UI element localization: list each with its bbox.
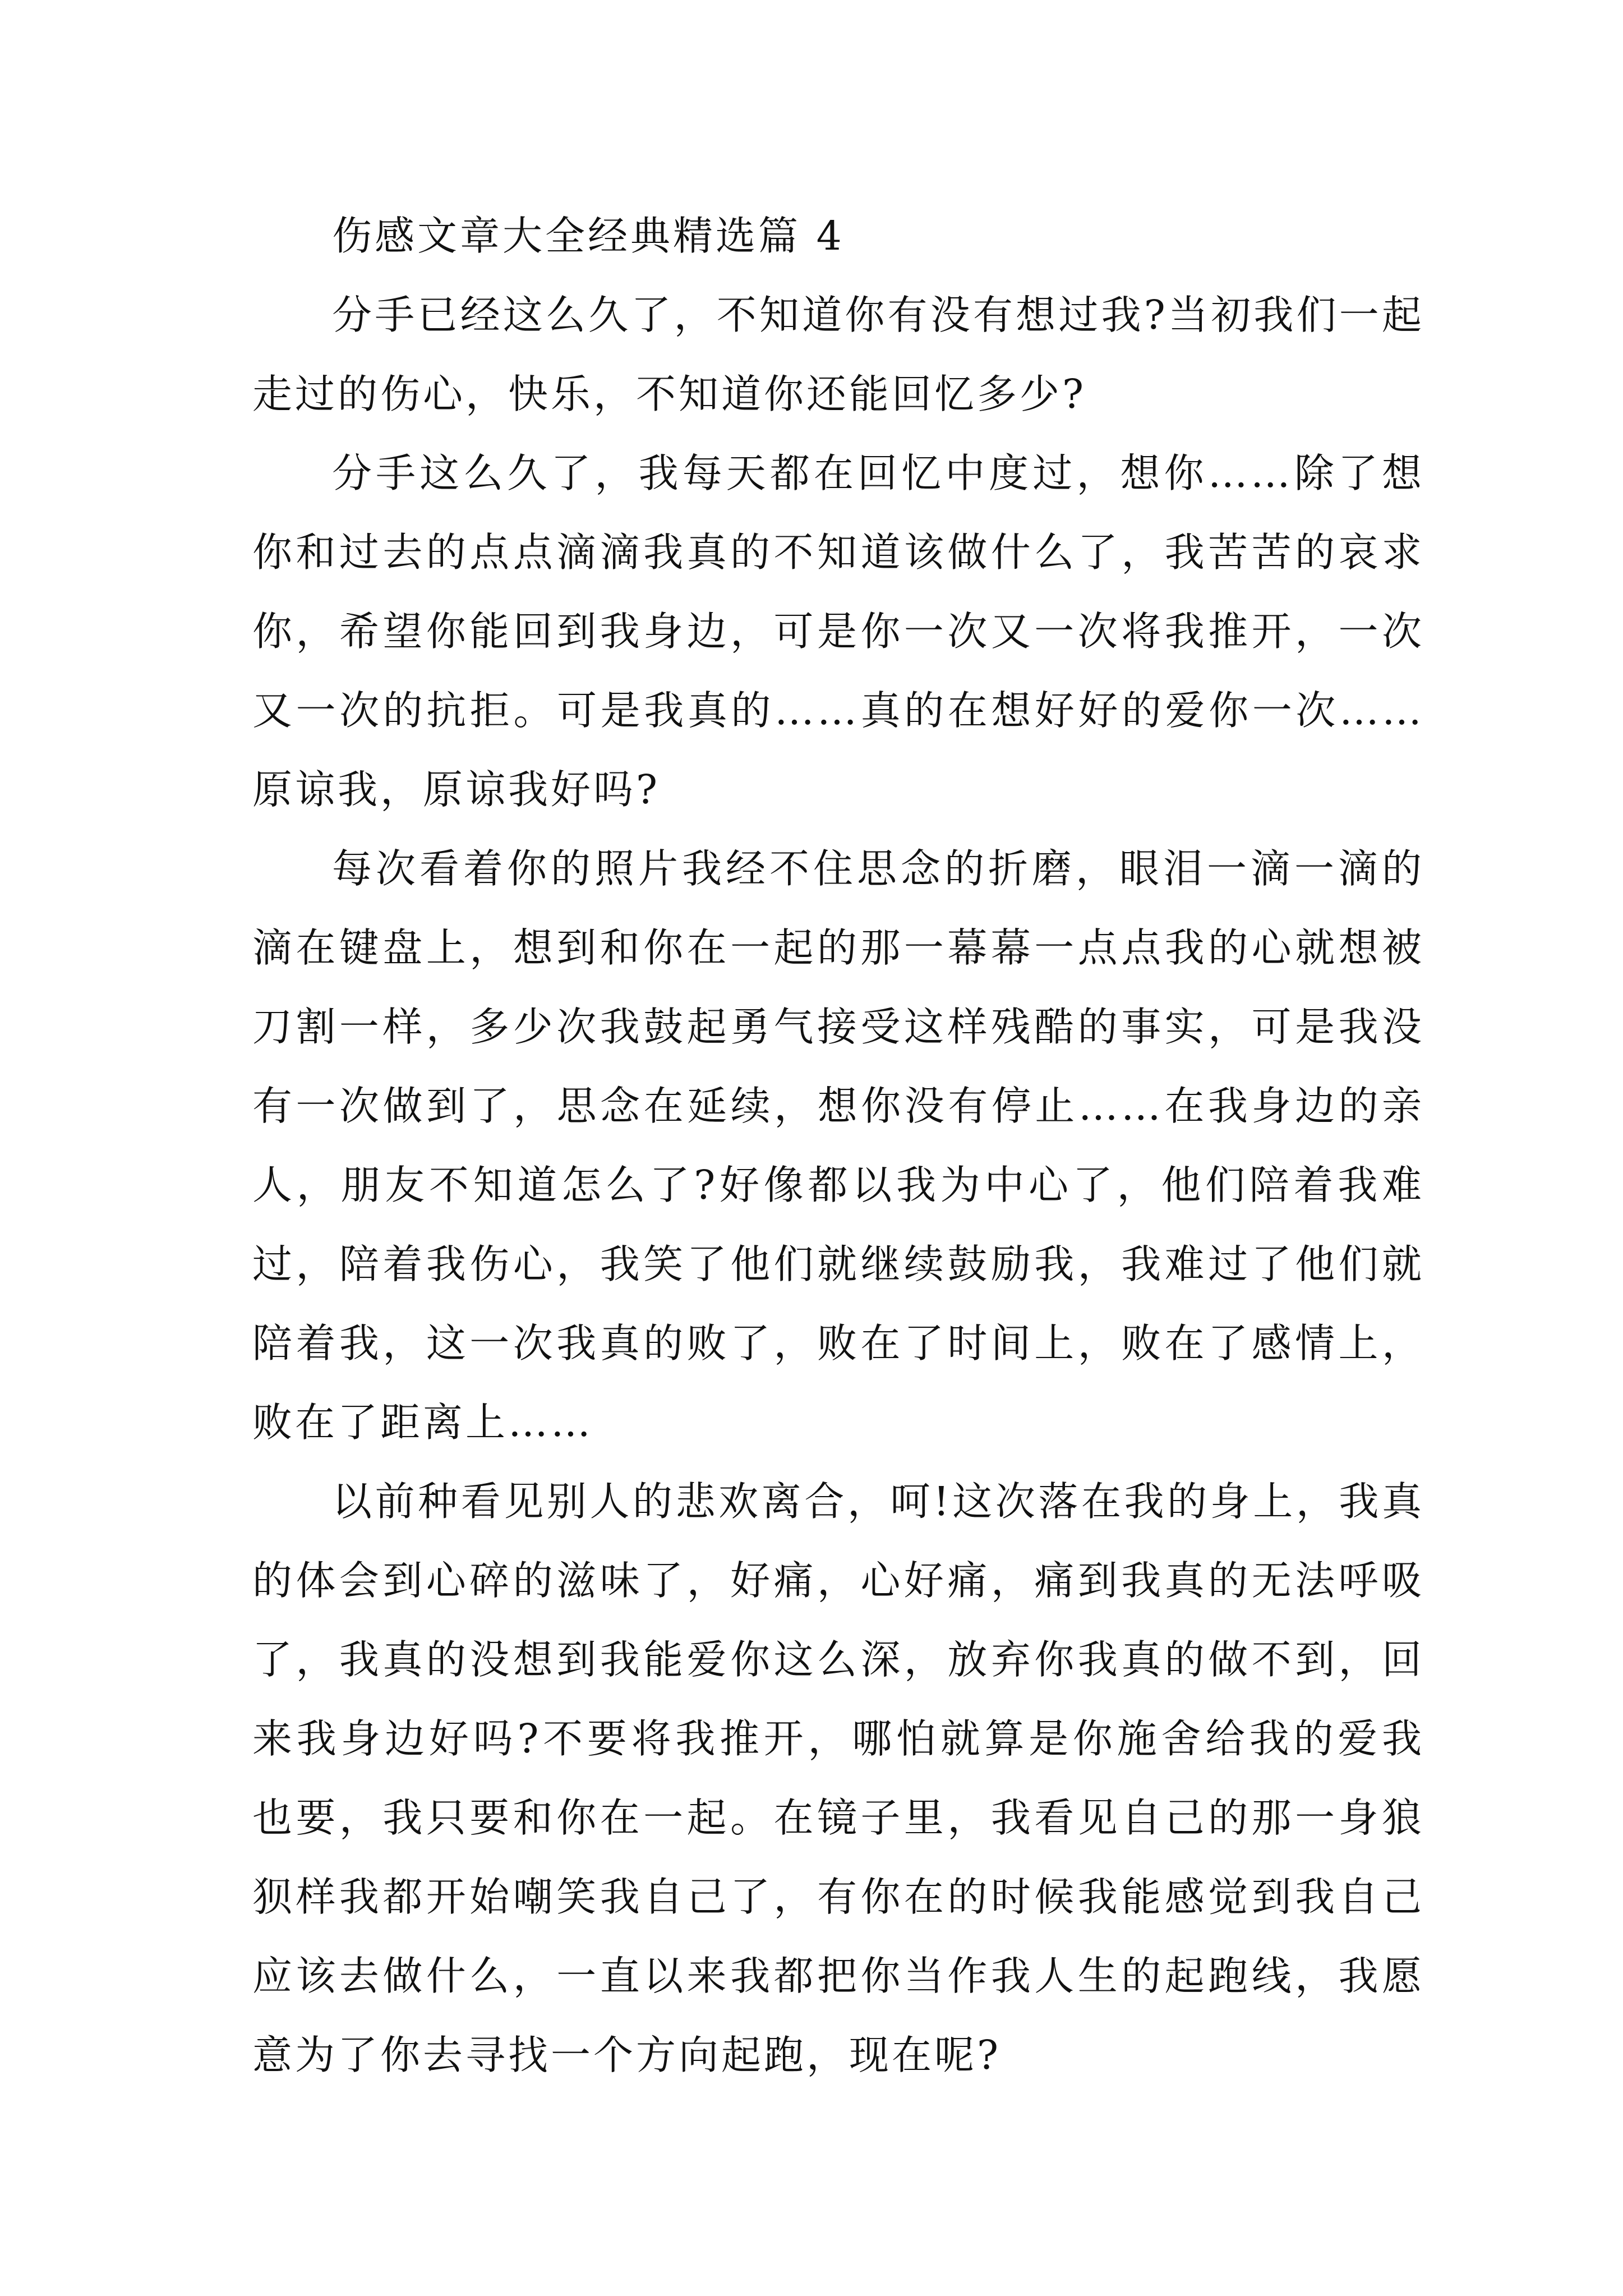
paragraph-2: 分手这么久了，我每天都在回忆中度过，想你……除了想你和过去的点点滴滴我真的不知道该做什么了，我苦苦的哀求你，希望你能回到我身边，可是你一次又一次将我推开，一次又一次的抗拒。可是我真的……真的在想好好的爱你一次……原谅我，原谅我好吗?: [252, 450, 1424, 813]
paragraph-1: 分手已经这么久了，不知道你有没有想过我?当初我们一起走过的伤心，快乐，不知道你还能回忆多少?: [252, 292, 1424, 417]
paragraph-4: 以前种看见别人的悲欢离合，呵!这次落在我的身上，我真的体会到心碎的滋味了，好痛，心好痛，痛到我真的无法呼吸了，我真的没想到我能爱你这么深，放弃你我真的做不到，回来我身边好吗?不要将我推开，哪怕就算是你施舍给我的爱我也要，我只要和你在一起。在镜子里，我看见自己的那一身狼狈样我都开始嘲笑我自己了，有你在的时候我能感觉到我自己应该去做什么，一直以来我都把你当作我人生的起跑线，我愿意为了你去寻找一个方向起跑，现在呢?: [252, 1478, 1424, 2078]
article-title: 伤感文章大全经典精选篇 4: [332, 213, 845, 259]
paragraph-3: 每次看着你的照片我经不住思念的折磨，眼泪一滴一滴的滴在键盘上，想到和你在一起的那一幕幕一点点我的心就想被刀割一样，多少次我鼓起勇气接受这样残酷的事实，可是我没有一次做到了，思念在延续，想你没有停止……在我身边的亲人，朋友不知道怎么了?好像都以我为中心了，他们陪着我难过，陪着我伤心，我笑了他们就继续鼓励我，我难过了他们就陪着我，这一次我真的败了，败在了时间上，败在了感情上，败在了距离上……: [252, 845, 1424, 1446]
article-body: [252, 196, 1424, 2095]
